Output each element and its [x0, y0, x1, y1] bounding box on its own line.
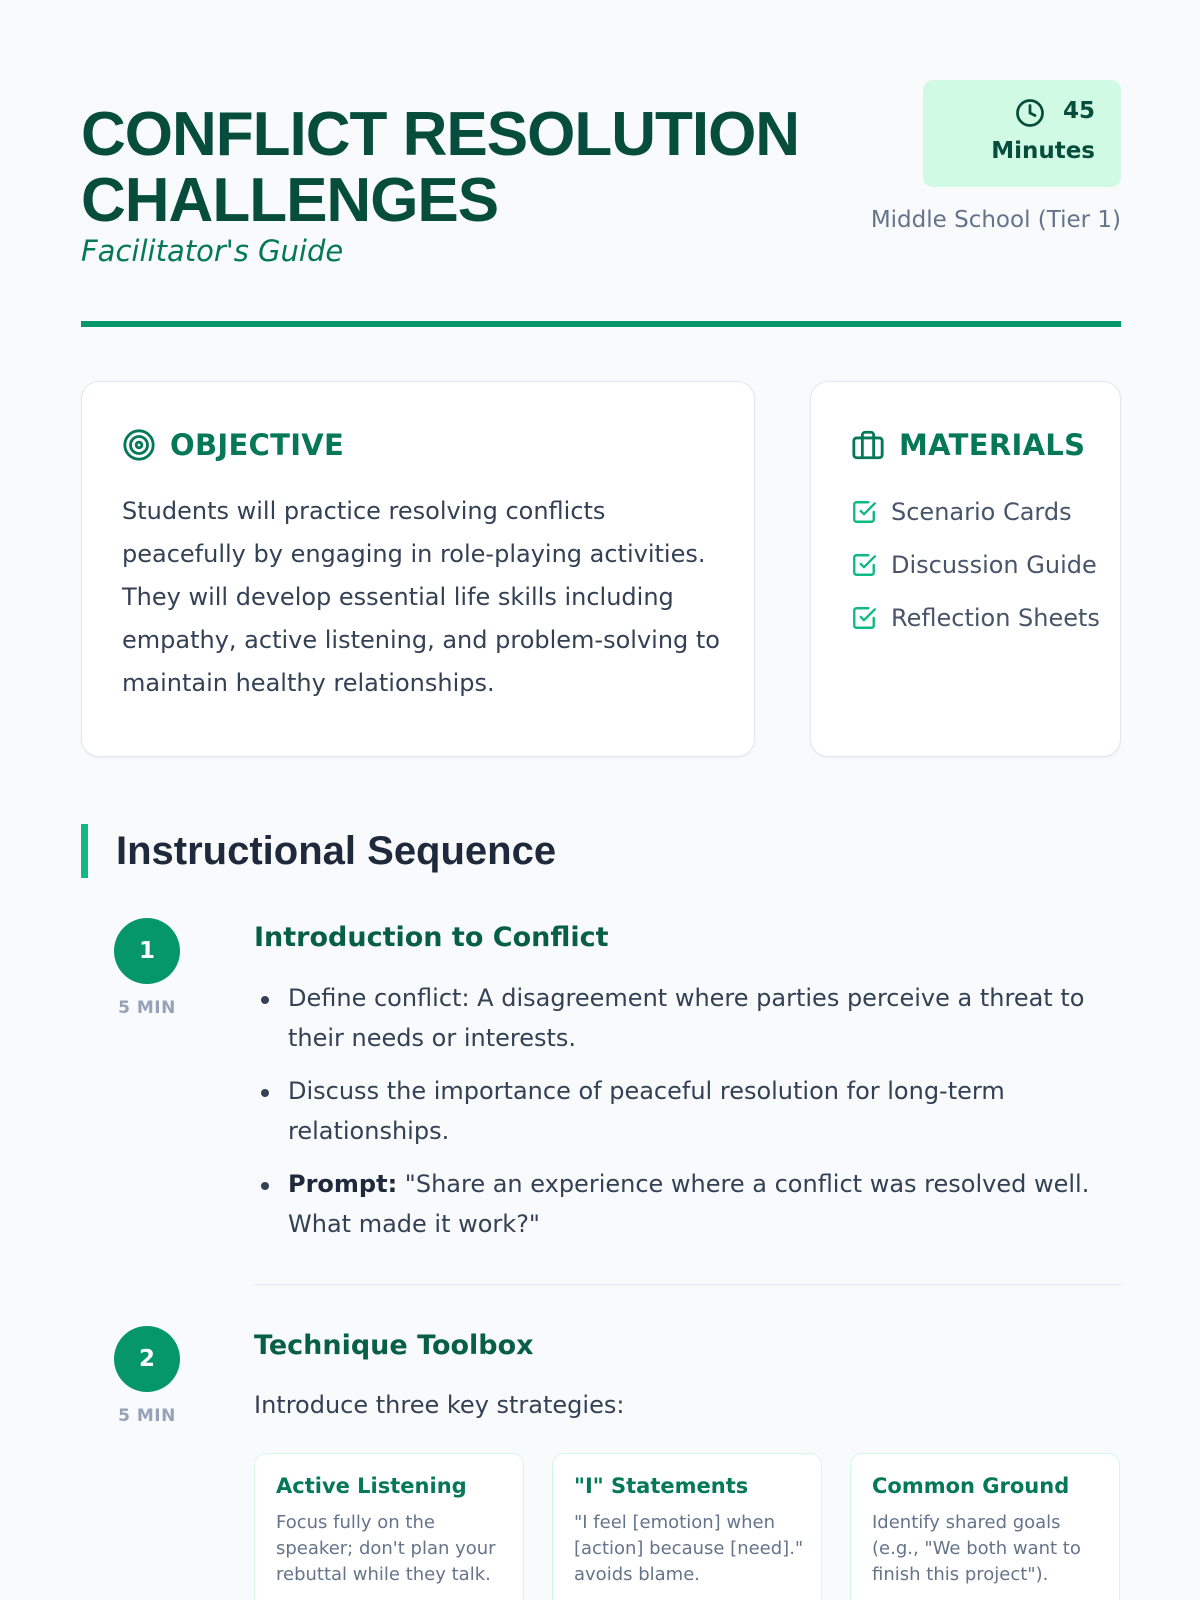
section-title: Instructional Sequence [81, 824, 556, 878]
step-bullet: Define conflict: A disagreement where parties perceive a threat to their needs or interests. [254, 978, 1114, 1058]
step-number-badge: 1 [114, 918, 180, 984]
prompt-label: Prompt: [288, 1170, 398, 1198]
material-item-label: Scenario Cards [891, 498, 1072, 526]
strategy-title: Common Ground [872, 1474, 1070, 1498]
briefcase-icon [851, 428, 885, 462]
checkbox-icon [851, 552, 877, 578]
step-bullet-prompt [254, 1164, 1114, 1244]
duration-badge [923, 80, 1121, 187]
strategy-text: "I feel [emotion] when [action] because [need]." avoids blame. [574, 1512, 804, 1585]
materials-heading-label: MATERIALS [899, 428, 1086, 462]
material-item-label: Discussion Guide [891, 551, 1097, 579]
objective-card [81, 381, 755, 757]
step-duration: 5 MIN [118, 998, 176, 1018]
lesson-guide-page [81, 0, 1121, 1600]
header-divider [81, 321, 1121, 327]
objective-heading [122, 428, 344, 462]
target-icon [122, 428, 156, 462]
material-item-label: Reflection Sheets [891, 604, 1100, 632]
clock-icon [1015, 98, 1045, 128]
step-bullet: Discuss the importance of peaceful resolution for long-term relationships. [254, 1071, 1114, 1151]
checkbox-icon [851, 499, 877, 525]
step-number-badge: 2 [114, 1326, 180, 1392]
strategy-text: Focus fully on the speaker; don't plan your rebuttal while they talk. [276, 1512, 496, 1585]
objective-heading-label: OBJECTIVE [170, 428, 345, 462]
page-subtitle: Facilitator's Guide [81, 234, 344, 268]
strategy-card [552, 1453, 822, 1600]
step-intro: Introduce three key strategies: [254, 1391, 625, 1419]
materials-list [851, 492, 1101, 651]
step-title: Technique Toolbox [254, 1330, 534, 1361]
material-item [851, 545, 1101, 585]
strategy-title: "I" Statements [574, 1474, 749, 1498]
strategy-title: Active Listening [276, 1474, 467, 1498]
page-header [81, 80, 1121, 280]
duration-value: 45 [1063, 98, 1096, 124]
material-item [851, 598, 1101, 638]
materials-heading [851, 428, 1085, 462]
step-bullet-list [254, 978, 1114, 1257]
page-title: CONFLICT RESOLUTION CHALLENGES [81, 100, 800, 235]
grade-level: Middle School (Tier 1) [870, 207, 1121, 233]
duration-unit: Minutes [991, 138, 1095, 164]
step-duration: 5 MIN [118, 1406, 176, 1426]
materials-card [810, 381, 1121, 757]
checkbox-icon [851, 605, 877, 631]
prompt-text: "Share an experience where a conflict was resolved well. What made it work?" [288, 1170, 1090, 1238]
strategy-card [254, 1453, 524, 1600]
strategy-text: Identify shared goals (e.g., "We both want to finish this project"). [872, 1512, 1081, 1585]
strategy-card [850, 1453, 1120, 1600]
material-item [851, 492, 1101, 532]
step-divider [254, 1284, 1121, 1285]
step-title: Introduction to Conflict [254, 922, 609, 953]
objective-text: Students will practice resolving conflicts peacefully by engaging in role-playing activities. They will develop essential life skills including empathy, active listening, and problem-solving to maintain healthy relationships. [122, 497, 720, 697]
